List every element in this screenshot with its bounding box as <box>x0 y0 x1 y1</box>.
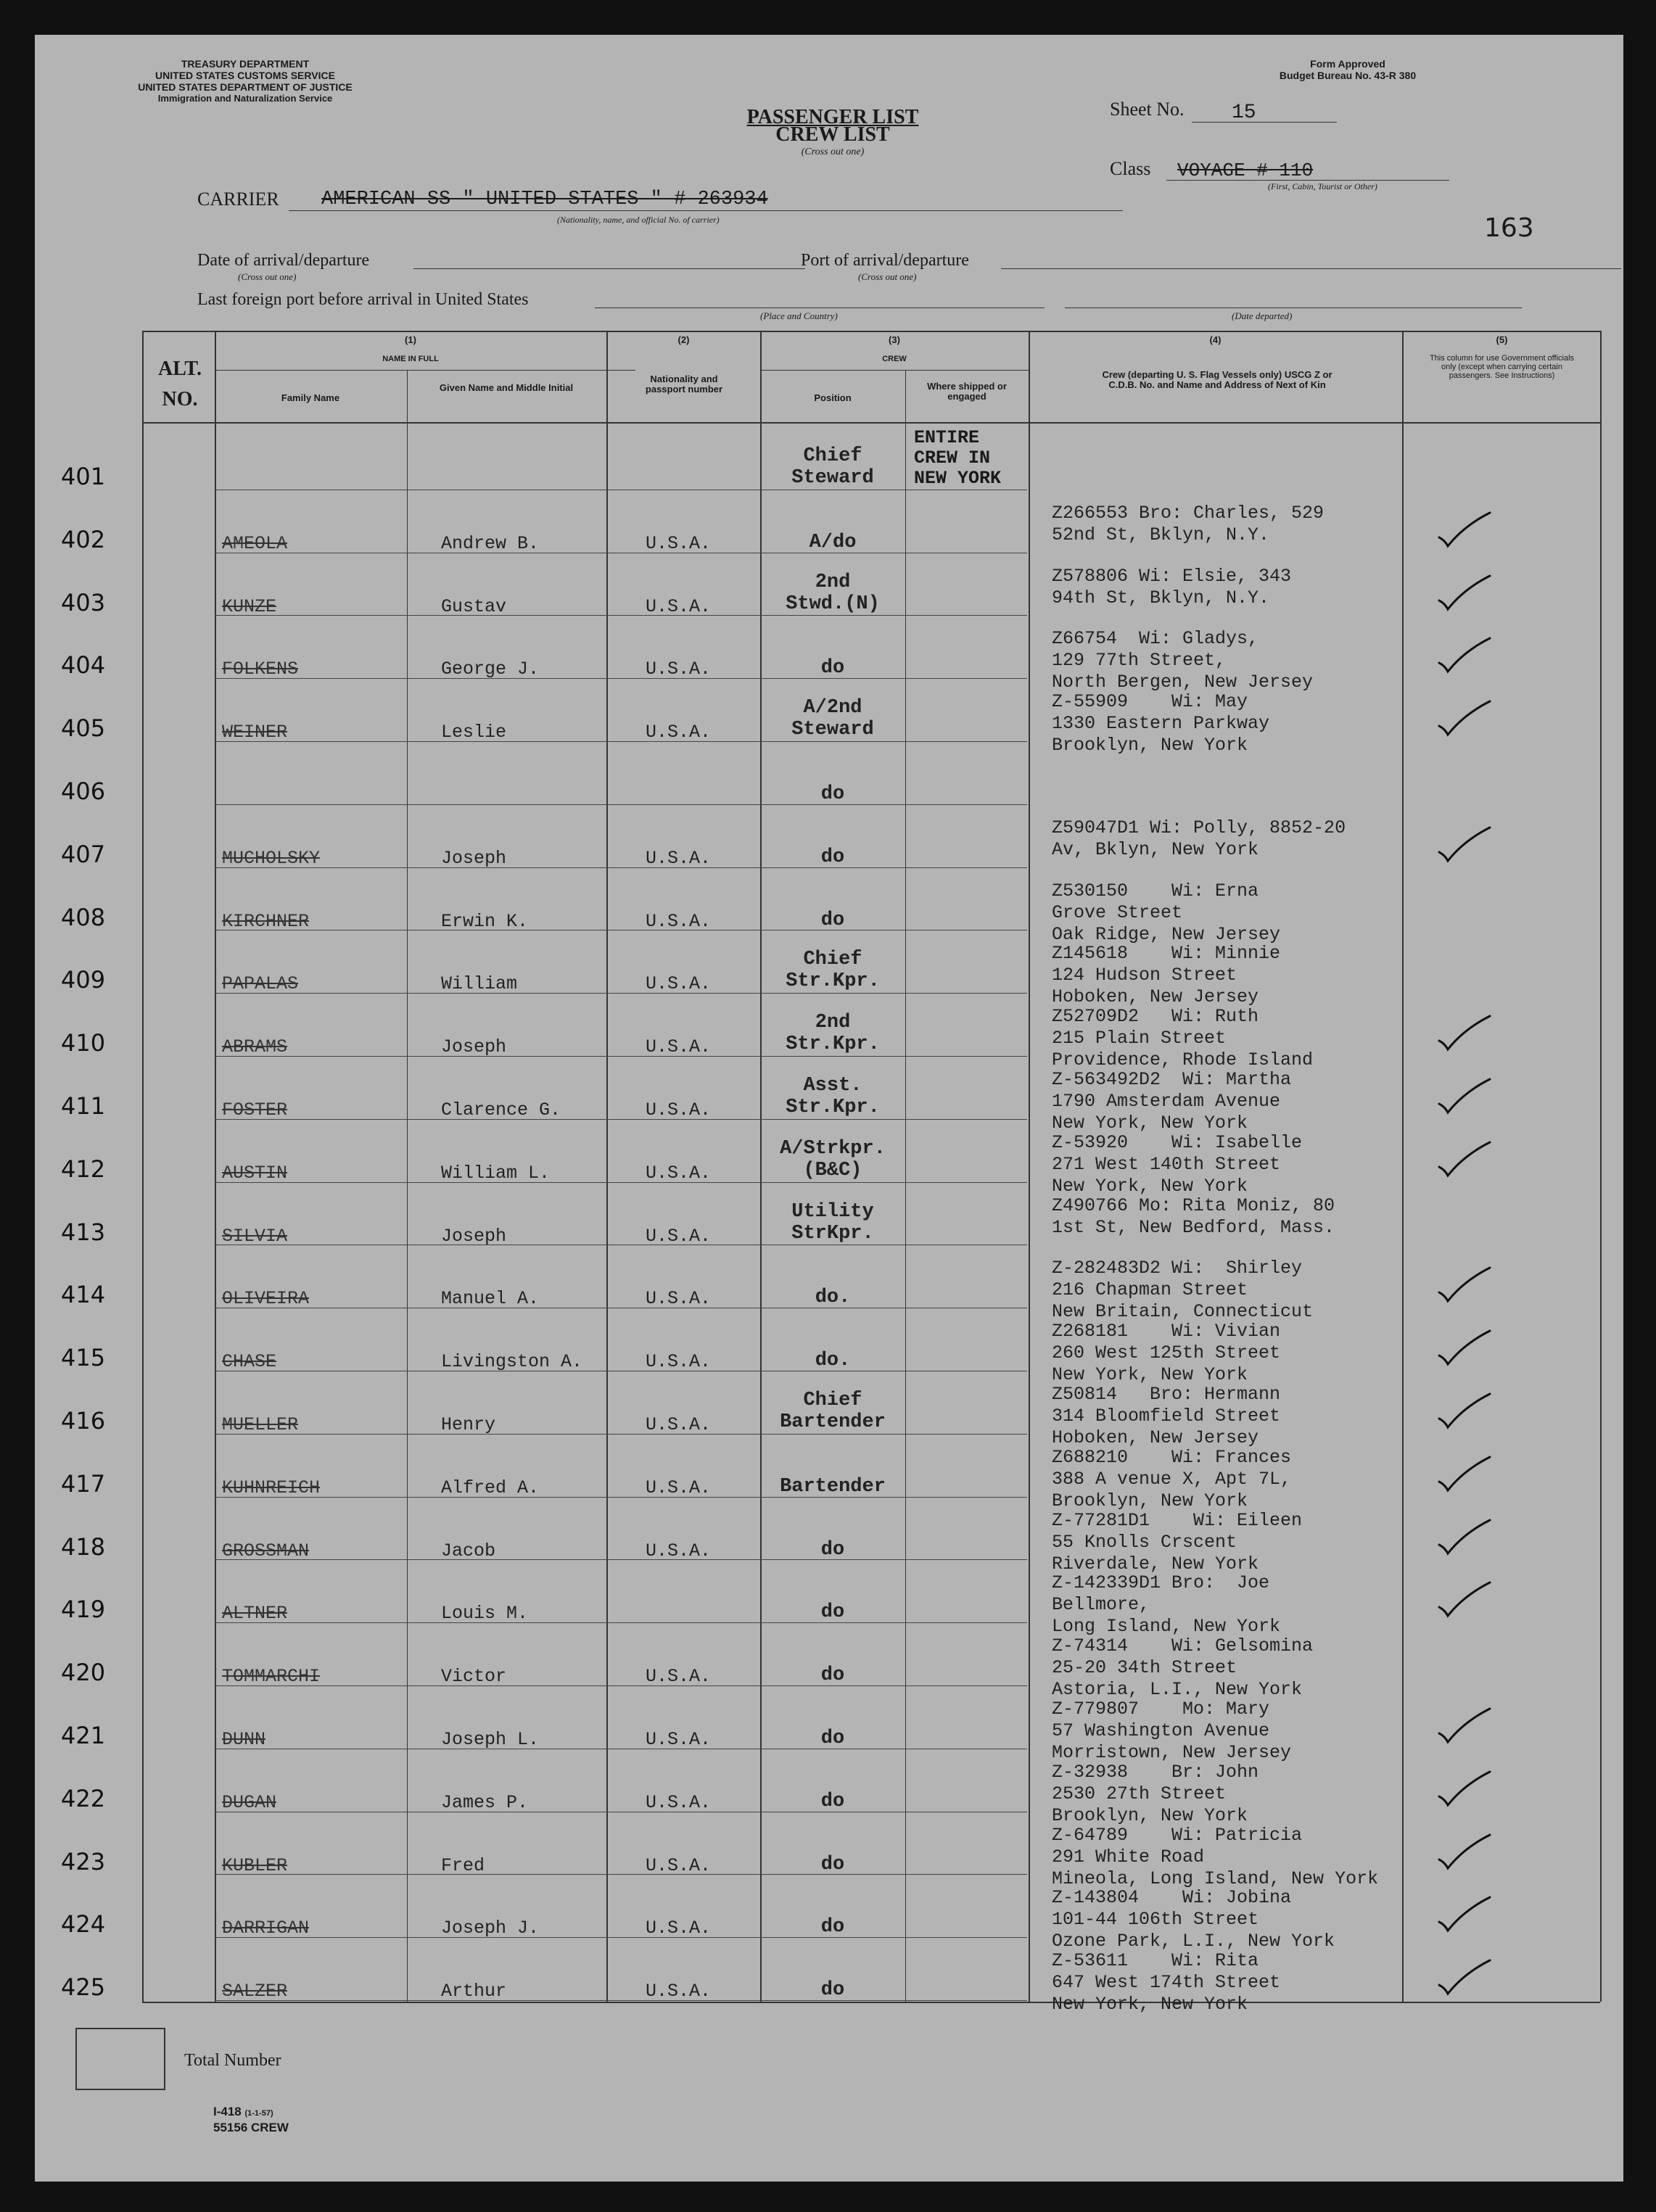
family-name: ALTNER <box>222 1603 288 1624</box>
given-name: Andrew B. <box>441 533 540 554</box>
row-number: 423 <box>61 1848 106 1875</box>
sheet-value: 15 <box>1232 102 1256 124</box>
class-label: Class <box>1110 158 1151 179</box>
next-of-kin: Z-143804 Wi: Jobina 101-44 106th Street Ozone Park, L.I., New York <box>1052 1887 1335 1952</box>
check-mark-icon <box>1435 1893 1493 1936</box>
next-of-kin: Z530150 Wi: Erna Grove Street Oak Ridge, New Jersey <box>1052 880 1281 945</box>
position: do <box>820 1728 845 1749</box>
next-of-kin: Z52709D2 Wi: Ruth 215 Plain Street Providence, Rhode Island <box>1052 1006 1314 1070</box>
family-name: SALZER <box>222 1981 288 2002</box>
next-of-kin: Z-142339D1 Bro: Joe Bellmore, Long Island, New York <box>1052 1572 1281 1637</box>
next-of-kin: Z578806 Wi: Elsie, 343 94th St, Bklyn, N.Y. <box>1052 566 1292 608</box>
family-name: KUHNREICH <box>222 1477 321 1498</box>
form-date: (1-1-57) <box>244 2109 273 2118</box>
given-name: Joseph <box>441 1226 507 1247</box>
given-name: William L. <box>441 1163 551 1184</box>
col1-number: (1) <box>405 334 416 345</box>
form-sub: 55156 CREW <box>213 2121 289 2134</box>
next-of-kin: Z-282483D2 Wi: Shirley 216 Chapman Street New Britain, Connecticut <box>1052 1258 1314 1322</box>
row-number: 422 <box>61 1785 106 1812</box>
given-name: Manuel A. <box>441 1288 540 1309</box>
given-name: Joseph L. <box>441 1729 540 1750</box>
row-number: 406 <box>61 777 106 805</box>
check-mark-icon <box>1435 1516 1493 1559</box>
form-approved: Form Approved <box>1310 58 1385 70</box>
given-name: James P. <box>441 1792 529 1813</box>
given-name: Joseph <box>441 1036 507 1057</box>
where-shipped-header: Where shipped or engaged <box>927 381 1007 402</box>
nationality: U.S.A. <box>646 1477 712 1498</box>
given-name: Arthur <box>441 1981 507 2002</box>
total-number-label: Total Number <box>184 2051 281 2070</box>
position: do. <box>815 1350 851 1371</box>
nationality: U.S.A. <box>646 659 712 680</box>
next-of-kin: Z-74314 Wi: Gelsomina 25-20 34th Street Astoria, L.I., New York <box>1052 1635 1314 1700</box>
col5-note: This column for use Government officials only (except when carrying certain passengers. See Instructions) <box>1429 354 1575 380</box>
given-name: Erwin K. <box>441 911 529 932</box>
nationality: U.S.A. <box>646 722 712 743</box>
row-number: 419 <box>61 1596 106 1623</box>
row-number: 401 <box>61 463 106 490</box>
family-name: DUNN <box>222 1729 266 1750</box>
check-mark-icon <box>1435 1831 1493 1874</box>
given-name: Livingston A. <box>441 1351 583 1372</box>
position: Chief Bartender <box>780 1390 886 1433</box>
form-id-block <box>213 2105 289 2135</box>
given-name: Henry <box>441 1414 496 1435</box>
next-of-kin: Z266553 Bro: Charles, 529 52nd St, Bklyn, N.Y. <box>1052 503 1325 545</box>
check-mark-icon <box>1435 634 1493 677</box>
col4-number: (4) <box>1209 334 1222 345</box>
given-name: Alfred A. <box>441 1477 540 1498</box>
date-label: Date of arrival/departure <box>197 251 370 270</box>
given-name: Fred <box>441 1855 485 1876</box>
family-name: GROSSMAN <box>222 1540 310 1561</box>
check-mark-icon <box>1435 1012 1493 1055</box>
position: 2nd Stwd.(N) <box>786 571 880 615</box>
form-approval <box>1239 58 1457 81</box>
family-name: FOLKENS <box>222 659 299 680</box>
nationality: U.S.A. <box>646 848 712 869</box>
given-name: Louis M. <box>441 1603 529 1624</box>
nationality: U.S.A. <box>646 1855 712 1876</box>
check-mark-icon <box>1435 1326 1493 1370</box>
check-mark-icon <box>1435 823 1493 867</box>
nationality: U.S.A. <box>646 1036 712 1057</box>
family-name: DUGAN <box>222 1792 277 1813</box>
agency-block <box>57 58 434 104</box>
where-engaged-value: ENTIRE CREW IN NEW YORK <box>914 427 1002 489</box>
nationality: U.S.A. <box>646 1288 712 1309</box>
row-number: 421 <box>61 1722 106 1749</box>
next-of-kin: Z-53611 Wi: Rita 647 West 174th Street New York, New York <box>1052 1950 1281 2015</box>
family-name: MUELLER <box>222 1414 299 1435</box>
row-number: 405 <box>61 714 106 742</box>
next-of-kin: Z688210 Wi: Frances 388 A venue X, Apt 7L, Brooklyn, New York <box>1052 1447 1292 1511</box>
given-name: Jacob <box>441 1540 496 1561</box>
date-departed-hint: (Date departed) <box>1232 310 1293 321</box>
nationality: U.S.A. <box>646 1666 712 1687</box>
position: Chief Str.Kpr. <box>786 949 880 992</box>
next-of-kin: Z268181 Wi: Vivian 260 West 125th Street New York, New York <box>1052 1321 1281 1385</box>
position: Chief Steward <box>791 445 874 489</box>
row-number: 424 <box>61 1910 106 1938</box>
carrier-hint: (Nationality, name, and official No. of carrier) <box>557 215 720 225</box>
last-port-label: Last foreign port before arrival in United States <box>197 290 529 309</box>
check-mark-icon <box>1435 1956 1493 2000</box>
agency-line: UNITED STATES CUSTOMS SERVICE <box>155 70 335 81</box>
given-name: William <box>441 973 518 994</box>
col3-title: CREW <box>882 355 907 363</box>
position: do <box>820 1791 845 1812</box>
row-number: 418 <box>61 1533 106 1561</box>
check-mark-icon <box>1435 508 1493 552</box>
row-number: 404 <box>61 651 106 679</box>
col3-number: (3) <box>889 334 900 345</box>
position: 2nd Str.Kpr. <box>786 1012 880 1055</box>
position: do <box>820 657 845 679</box>
position: do <box>820 1979 845 2001</box>
crew-info-header: Crew (departing U. S. Flag Vessels only) USCG Z or C.D.B. No. and Name and Address of Next of Kin <box>1102 369 1332 390</box>
row-number: 416 <box>61 1407 106 1435</box>
family-name: CHASE <box>222 1351 277 1372</box>
form-number: I-418 <box>213 2105 242 2118</box>
cross-out-note: (Cross out one) <box>801 146 865 157</box>
family-name: PAPALAS <box>222 973 299 994</box>
nationality: U.S.A. <box>646 533 712 554</box>
given-name: Joseph <box>441 848 507 869</box>
family-name: SILVIA <box>222 1226 288 1247</box>
carrier-label: CARRIER <box>197 189 279 210</box>
given-name: Joseph J. <box>441 1918 540 1939</box>
position: A/do <box>809 532 857 553</box>
port-label: Port of arrival/departure <box>801 251 969 270</box>
nationality: U.S.A. <box>646 1414 712 1435</box>
nationality: U.S.A. <box>646 1792 712 1813</box>
nationality: U.S.A. <box>646 1918 712 1939</box>
position: do <box>820 1539 845 1561</box>
family-name: TOMMARCHI <box>222 1666 321 1687</box>
family-name: KIRCHNER <box>222 911 310 932</box>
family-name: AUSTIN <box>222 1163 288 1184</box>
position: do <box>820 1664 845 1686</box>
title-passenger-list: PASSENGER LIST <box>746 106 919 128</box>
position: do <box>820 1601 845 1623</box>
check-mark-icon <box>1435 1138 1493 1181</box>
nationality: U.S.A. <box>646 973 712 994</box>
nationality: U.S.A. <box>646 1351 712 1372</box>
family-name: OLIVEIRA <box>222 1288 310 1309</box>
crew-list-form <box>35 35 1623 2182</box>
position: A/2nd Steward <box>791 697 874 740</box>
family-name: ABRAMS <box>222 1036 288 1057</box>
next-of-kin: Z50814 Bro: Hermann 314 Bloomfield Street Hoboken, New Jersey <box>1052 1384 1281 1448</box>
next-of-kin: Z490766 Mo: Rita Moniz, 80 1st St, New Bedford, Mass. <box>1052 1195 1335 1238</box>
row-number: 415 <box>61 1344 106 1371</box>
alt-no-header: ALT. NO. <box>158 358 202 410</box>
position: do <box>820 846 845 868</box>
family-name: KUNZE <box>222 596 277 617</box>
position: Utility StrKpr. <box>791 1201 874 1245</box>
family-name: DARRIGAN <box>222 1918 310 1939</box>
nationality: U.S.A. <box>646 1226 712 1247</box>
check-mark-icon <box>1435 1704 1493 1748</box>
nationality: U.S.A. <box>646 1099 712 1121</box>
family-name: AMEOLA <box>222 533 288 554</box>
next-of-kin: Z-55909 Wi: May 1330 Eastern Parkway Brooklyn, New York <box>1052 691 1270 756</box>
given-name: Victor <box>441 1666 507 1687</box>
position: do. <box>815 1287 851 1308</box>
row-number: 411 <box>61 1092 106 1120</box>
row-number: 409 <box>61 966 106 994</box>
next-of-kin: Z66754 Wi: Gladys, 129 77th Street, North Bergen, New Jersey <box>1052 628 1314 693</box>
nationality: U.S.A. <box>646 1163 712 1184</box>
row-number: 407 <box>61 841 106 868</box>
next-of-kin: Z-64789 Wi: Patricia 291 White Road Mineola, Long Island, New York <box>1052 1825 1379 1889</box>
nationality: U.S.A. <box>646 596 712 617</box>
position: do <box>820 1854 845 1875</box>
next-of-kin: Z-563492D2 Wi: Martha 1790 Amsterdam Avenue New York, New York <box>1052 1069 1292 1134</box>
check-mark-icon <box>1435 697 1493 740</box>
given-name: Leslie <box>441 722 507 743</box>
check-mark-icon <box>1435 1263 1493 1307</box>
agency-line: TREASURY DEPARTMENT <box>181 58 310 70</box>
row-number: 420 <box>61 1659 106 1686</box>
class-hint: (First, Cabin, Tourist or Other) <box>1268 181 1377 191</box>
next-of-kin: Z-53920 Wi: Isabelle 271 West 140th Street New York, New York <box>1052 1132 1303 1197</box>
position-header: Position <box>814 392 852 403</box>
family-name: KUBLER <box>222 1855 288 1876</box>
row-number: 417 <box>61 1470 106 1498</box>
family-name: WEINER <box>222 722 288 743</box>
given-name: Gustav <box>441 596 507 617</box>
col1-title: NAME IN FULL <box>382 355 439 363</box>
next-of-kin: Z145618 Wi: Minnie 124 Hudson Street Hoboken, New Jersey <box>1052 943 1281 1007</box>
nationality: U.S.A. <box>646 1729 712 1750</box>
family-name-header: Family Name <box>281 392 340 403</box>
row-number: 403 <box>61 589 106 616</box>
place-hint: (Place and Country) <box>760 310 838 321</box>
budget-bureau: Budget Bureau No. 43-R 380 <box>1279 70 1417 81</box>
family-name: FOSTER <box>222 1099 288 1121</box>
check-mark-icon <box>1435 1075 1493 1118</box>
row-number: 408 <box>61 904 106 931</box>
given-name: George J. <box>441 659 540 680</box>
next-of-kin: Z-779807 Mo: Mary 57 Washington Avenue Morristown, New Jersey <box>1052 1699 1292 1763</box>
sheet-label: Sheet No. <box>1110 99 1185 120</box>
given-name-header: Given Name and Middle Initial <box>439 382 574 393</box>
col2-number: (2) <box>677 334 690 345</box>
agency-line: Immigration and Naturalization Service <box>157 93 333 104</box>
given-name: Clarence G. <box>441 1099 561 1121</box>
title-crew-list: CREW LIST <box>775 123 890 146</box>
agency-line: UNITED STATES DEPARTMENT OF JUSTICE <box>138 81 353 93</box>
family-name: MUCHOLSKY <box>222 848 321 869</box>
row-number: 412 <box>61 1155 106 1183</box>
title-block <box>702 106 963 158</box>
carrier-value: AMERICAN SS " UNITED STATES " # 263934 <box>321 189 768 210</box>
row-number: 402 <box>61 526 106 553</box>
col5-number: (5) <box>1496 334 1508 345</box>
position: Bartender <box>780 1476 886 1498</box>
row-number: 410 <box>61 1029 106 1057</box>
check-mark-icon <box>1435 1578 1493 1622</box>
nationality: U.S.A. <box>646 911 712 932</box>
row-number: 413 <box>61 1218 106 1246</box>
check-mark-icon <box>1435 1453 1493 1496</box>
next-of-kin: Z-77281D1 Wi: Eileen 55 Knolls Crscent Riverdale, New York <box>1052 1510 1303 1575</box>
position: do <box>820 1916 845 1938</box>
check-mark-icon <box>1435 571 1493 615</box>
check-mark-icon <box>1435 1767 1493 1811</box>
port-cross-out: (Cross out one) <box>858 271 917 282</box>
total-number-box[interactable] <box>75 2028 165 2090</box>
nationality: U.S.A. <box>646 1540 712 1561</box>
row-number: 414 <box>61 1281 106 1308</box>
next-of-kin: Z-32938 Br: John 2530 27th Street Brooklyn, New York <box>1052 1762 1259 1826</box>
nationality-header: Nationality and passport number <box>645 374 723 395</box>
position: A/Strkpr. (B&C) <box>780 1138 886 1181</box>
row-number: 425 <box>61 1973 106 2001</box>
check-mark-icon <box>1435 1390 1493 1433</box>
nationality: U.S.A. <box>646 1981 712 2002</box>
date-cross-out: (Cross out one) <box>238 271 297 282</box>
next-of-kin: Z59047D1 Wi: Polly, 8852-20 Av, Bklyn, New York <box>1052 817 1346 860</box>
position: Asst. Str.Kpr. <box>786 1075 880 1118</box>
position: do <box>820 783 845 805</box>
position: do <box>820 909 845 931</box>
page-number: 163 <box>1484 213 1534 243</box>
class-value: VOYAGE # 110 <box>1177 160 1314 181</box>
